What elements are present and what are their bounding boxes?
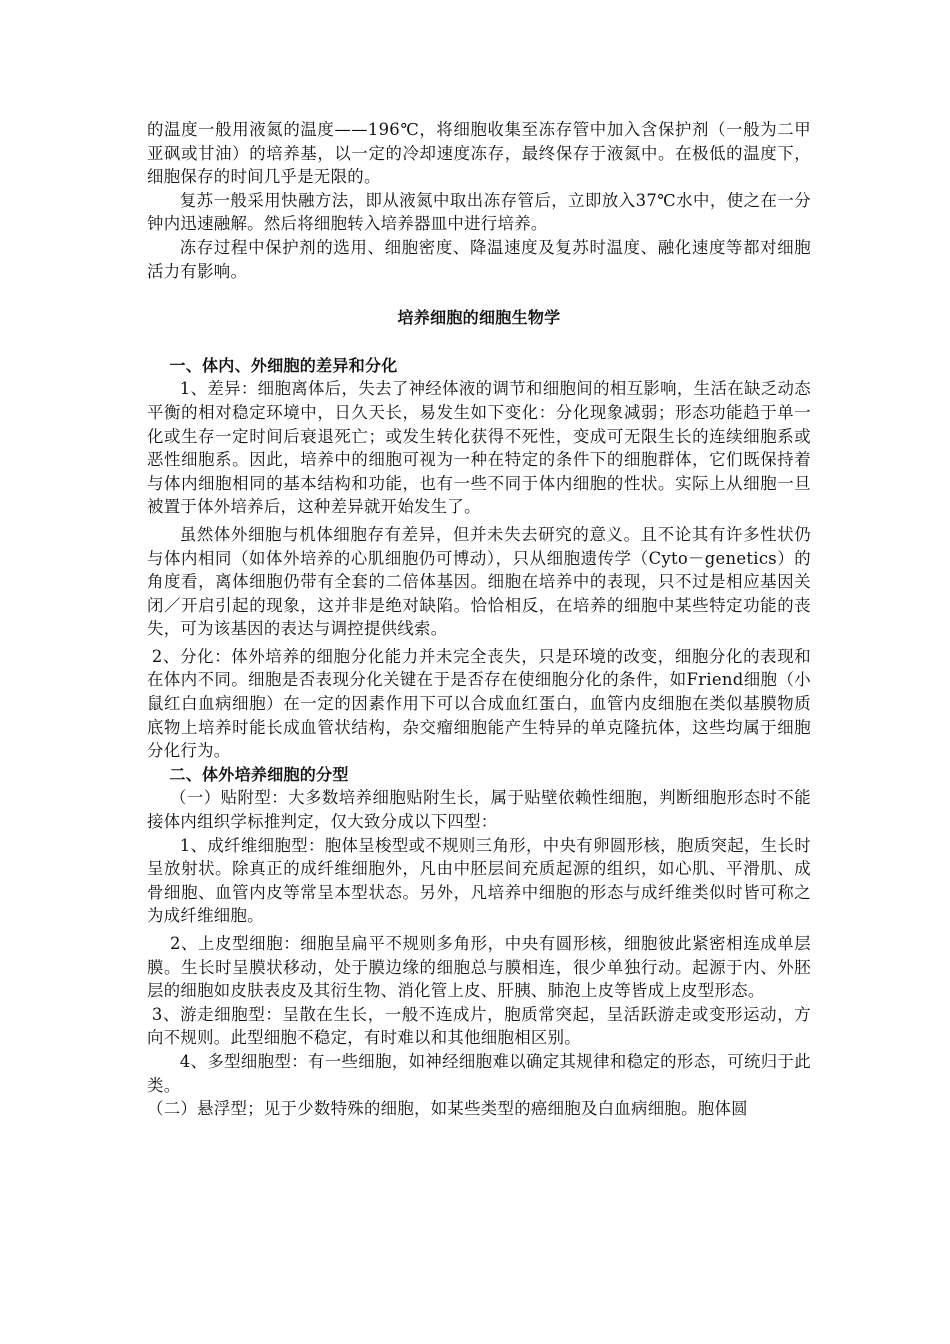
heading-cell-types: 二、体外培养细胞的分型 bbox=[169, 764, 349, 784]
paragraph-differentiation: 2、分化：体外培养的细胞分化能力并未完全丧失，只是环境的改变，细胞分化的表现和在体内不同。细胞是否表现分化关键在于是否存在使细胞分化的条件，如Friend细胞（小鼠红白血病细胞）在一定的因素作用下可以合成血红蛋白，血管内皮细胞在类似基膜物质底物上培养时能长成血管状结构，杂交瘤细胞能产生特异的单克隆抗体，这些均属于细胞分化行为。 bbox=[147, 646, 811, 761]
paragraph-recovery: 复苏一般采用快融方法，即从液氮中取出冻存管后，立即放入37℃水中，使之在一分钟内迅速融解。然后将细胞转入培养器皿中进行培养。 bbox=[147, 190, 811, 234]
paragraph-research-significance: 虽然体外细胞与机体细胞存有差异，但并未失去研究的意义。且不论其有许多性状仍与体内相同（如体外培养的心肌细胞仍可博动），只从细胞遗传学（Cyto－genetics）的角度看，离体细胞仍带有全套的二倍体基因。细胞在培养中的表现，只不过是相应基因关闭／开启引起的现象，这并非是绝对缺陷。恰恰相反，在培养的细胞中某些特定功能的丧失，可为该基因的表达与调控提供线索。 bbox=[147, 524, 811, 639]
paragraph-factors: 冻存过程中保护剂的选用、细胞密度、降温速度及复苏时温度、融化速度等都对细胞活力有影响。 bbox=[147, 237, 811, 281]
paragraph-polymorphic-type: 4、多型细胞型：有一些细胞，如神经细胞难以确定其规律和稳定的形态，可统归于此类。 bbox=[147, 1051, 811, 1095]
paragraph-suspension-type: （二）悬浮型；见于少数特殊的细胞，如某些类型的癌细胞及白血病细胞。胞体圆 bbox=[147, 1099, 748, 1119]
paragraph-difference: 1、差异：细胞离体后，失去了神经体液的调节和细胞间的相互影响，生活在缺乏动态平衡的相对稳定环境中，日久天长，易发生如下变化：分化现象减弱；形态功能趋于单一化或生存一定时间后衰退死亡；或发生转化获得不死性，变成可无限生长的连续细胞系或恶性细胞系。因此，培养中的细胞可视为一种在特定的条件下的细胞群体，它们既保持着与体内细胞相同的基本结构和功能，也有一些不同于体内细胞的性状。实际上从细胞一旦被置于体外培养后，这种差异就开始发生了。 bbox=[147, 379, 811, 517]
paragraph-fibroblast-type: 1、成纤维细胞型：胞体呈梭型或不规则三角形，中央有卵圆形核，胞质突起，生长时呈放射状。除真正的成纤维细胞外，凡由中胚层间充质起源的组织，如心肌、平滑肌、成骨细胞、血管内皮等常呈本型状态。另外，凡培养中细胞的形态与成纤维类似时皆可称之为成纤维细胞。 bbox=[147, 835, 811, 926]
paragraph-adherent-type: （一）贴附型：大多数培养细胞贴附生长，属于贴壁依赖性细胞，判断细胞形态时不能接体内组织学标推判定，仅大致分成以下四型： bbox=[147, 788, 811, 832]
paragraph-cryopreservation: 的温度一般用液氮的温度——196℃，将细胞收集至冻存管中加入含保护剂（一般为二甲亚砜或甘油）的培养基，以一定的冷却速度冻存，最终保存于液氮中。在极低的温度下，细胞保存的时间几乎是无限的。 bbox=[147, 120, 811, 187]
paragraph-epithelial-type: 2、上皮型细胞：细胞呈扁平不规则多角形，中央有圆形核，细胞彼此紧密相连成单层膜。生长时呈膜状移动，处于膜边缘的细胞总与膜相连，很少单独行动。起源于内、外胚层的细胞如皮肤表皮及其衍生物、消化管上皮、肝胰、肺泡上皮等皆成上皮型形态。 bbox=[147, 934, 811, 1001]
heading-differences: 一、体内、外细胞的差异和分化 bbox=[169, 355, 398, 375]
section-title: 培养细胞的细胞生物学 bbox=[397, 308, 561, 328]
paragraph-wandering-type: 3、游走细胞型：呈散在生长，一般不连成片，胞质常突起，呈活跃游走或变形运动，方向不规则。此型细胞不稳定，有时难以和其他细胞相区别。 bbox=[147, 1004, 811, 1048]
document-body bbox=[147, 118, 811, 1121]
